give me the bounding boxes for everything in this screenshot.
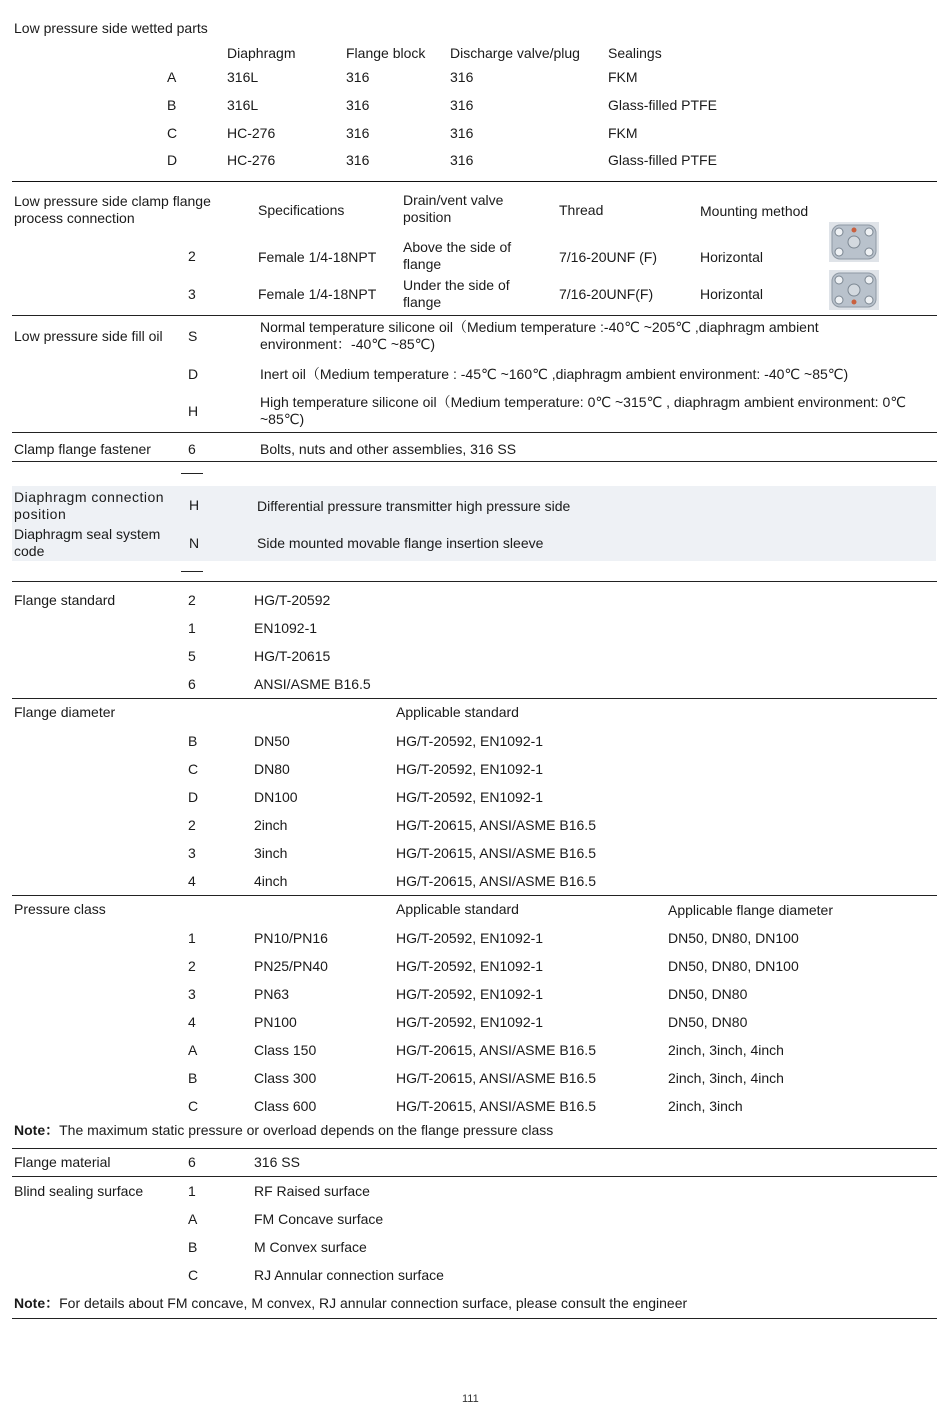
pressure-diameter: DN50, DN80 [668, 986, 748, 1002]
clamp-mount: Horizontal [700, 286, 764, 302]
flange-material-code: 6 [188, 1154, 196, 1170]
section-divider [12, 432, 937, 433]
section-divider [12, 1318, 937, 1319]
section-divider [12, 698, 937, 699]
diameter-standard: HG/T-20615, ANSI/ASME B16.5 [396, 873, 596, 889]
wetted-cell: Glass-filled PTFE [608, 97, 717, 113]
flange-standard-code: 6 [188, 676, 196, 692]
note-label: Note： [14, 1295, 60, 1311]
clamp-connection-title: Low pressure side clamp flange process connection [14, 193, 211, 226]
wetted-parts-title: Low pressure side wetted parts [14, 20, 208, 36]
diameter-standard: HG/T-20592, EN1092-1 [396, 733, 544, 749]
clamp-thread: 7/16-20UNF (F) [559, 249, 658, 265]
diameter-size: DN80 [254, 761, 290, 777]
pressure-standard: HG/T-20615, ANSI/ASME B16.5 [396, 1098, 596, 1114]
diameter-code: D [188, 789, 199, 805]
col-header-flange-block: Flange block [346, 45, 426, 61]
pressure-standard: HG/T-20592, EN1092-1 [396, 958, 544, 974]
wetted-cell: HC-276 [227, 152, 276, 168]
col-header-sealings: Sealings [608, 45, 662, 61]
flange-material-title: Flange material [14, 1154, 111, 1170]
blind-code: B [188, 1239, 198, 1255]
diameter-code: 3 [188, 845, 196, 861]
blind-desc: FM Concave surface [254, 1211, 384, 1227]
section-divider [12, 461, 937, 462]
fill-oil-desc: Normal temperature silicone oil（Medium temperature :-40℃ ~205℃ ,diaphragm ambient environment：-40℃ ~85℃) [260, 319, 819, 352]
flange-standard-title: Flange standard [14, 592, 116, 608]
diameter-size: DN50 [254, 733, 290, 749]
wetted-cell: FKM [608, 125, 638, 141]
section-divider [12, 895, 937, 896]
diameter-size: 3inch [254, 845, 288, 861]
wetted-code: B [167, 97, 177, 113]
flange-material-desc: 316 SS [254, 1154, 300, 1170]
pressure-diameter: 2inch, 3inch [668, 1098, 743, 1114]
wetted-cell: 316 [450, 69, 474, 85]
pressure-diameter: 2inch, 3inch, 4inch [668, 1070, 784, 1086]
col-header-specifications: Specifications [258, 202, 345, 218]
diaphragm-desc: Side mounted movable flange insertion sleeve [257, 535, 544, 551]
pressure-code: B [188, 1070, 198, 1086]
flange-standard-code: 5 [188, 648, 196, 664]
col-header-discharge-valve: Discharge valve/plug [450, 45, 580, 61]
diameter-size: 2inch [254, 817, 288, 833]
fastener-code: 6 [188, 441, 196, 457]
col-header-applicable-standard: Applicable standard [396, 704, 519, 720]
note-text: For details about FM concave, M convex, RJ annular connection surface, please consult the engineer [59, 1295, 688, 1311]
col-header-applicable-standard: Applicable standard [396, 901, 519, 917]
pressure-code: C [188, 1098, 199, 1114]
pressure-code: 1 [188, 930, 196, 946]
wetted-cell: 316 [346, 69, 370, 85]
blind-code: A [188, 1211, 198, 1227]
diaphragm-code: N [189, 535, 200, 551]
fill-oil-desc: Inert oil（Medium temperature : -45℃ ~160℃ ,diaphragm ambient environment: -40℃ ~85℃) [260, 366, 849, 382]
wetted-cell: 316 [346, 125, 370, 141]
blind-code: 1 [188, 1183, 196, 1199]
fill-oil-code: S [188, 328, 198, 344]
col-header-thread: Thread [559, 202, 604, 218]
wetted-cell: 316L [227, 69, 259, 85]
section-divider [12, 315, 937, 316]
pressure-class-value: PN25/PN40 [254, 958, 328, 974]
wetted-code: D [167, 152, 178, 168]
diameter-code: B [188, 733, 198, 749]
blind-desc: M Convex surface [254, 1239, 367, 1255]
diaphragm-desc: Differential pressure transmitter high pressure side [257, 498, 571, 514]
dash-marker [181, 473, 203, 474]
clamp-position: Above the side of flange [403, 239, 512, 272]
pressure-class-value: PN63 [254, 986, 290, 1002]
diaphragm-connection-title: Diaphragm connection position [14, 489, 165, 522]
wetted-code: A [167, 69, 177, 85]
dash-marker [181, 571, 203, 572]
pressure-class-value: PN10/PN16 [254, 930, 328, 946]
fill-oil-title: Low pressure side fill oil [14, 328, 163, 344]
wetted-cell: 316 [346, 152, 370, 168]
clamp-spec: Female 1/4-18NPT [258, 286, 377, 302]
diameter-standard: HG/T-20615, ANSI/ASME B16.5 [396, 845, 596, 861]
wetted-code: C [167, 125, 178, 141]
pressure-diameter: 2inch, 3inch, 4inch [668, 1042, 784, 1058]
pressure-standard: HG/T-20592, EN1092-1 [396, 1014, 544, 1030]
flange-standard-desc: HG/T-20615 [254, 648, 331, 664]
diameter-size: DN100 [254, 789, 298, 805]
pressure-standard: HG/T-20592, EN1092-1 [396, 986, 544, 1002]
diaphragm-seal-title: Diaphragm seal system code [14, 526, 161, 559]
clamp-position: Under the side of flange [403, 277, 510, 310]
pressure-code: 2 [188, 958, 196, 974]
wetted-cell: 316 [450, 97, 474, 113]
blind-desc: RF Raised surface [254, 1183, 370, 1199]
pressure-class-value: Class 150 [254, 1042, 317, 1058]
diameter-standard: HG/T-20592, EN1092-1 [396, 761, 544, 777]
section-divider [12, 1176, 937, 1177]
pressure-standard: HG/T-20615, ANSI/ASME B16.5 [396, 1042, 596, 1058]
pressure-note [14, 1122, 553, 1139]
fill-oil-code: H [188, 403, 199, 419]
flange-diameter-title: Flange diameter [14, 704, 116, 720]
diameter-code: 2 [188, 817, 196, 833]
wetted-cell: 316 [450, 152, 474, 168]
blind-code: C [188, 1267, 199, 1283]
flange-standard-code: 2 [188, 592, 196, 608]
pressure-diameter: DN50, DN80, DN100 [668, 930, 799, 946]
wetted-cell: Glass-filled PTFE [608, 152, 717, 168]
diameter-standard: HG/T-20592, EN1092-1 [396, 789, 544, 805]
note-text: The maximum static pressure or overload depends on the flange pressure class [59, 1122, 554, 1138]
note-label: Note： [14, 1122, 60, 1138]
pressure-diameter: DN50, DN80, DN100 [668, 958, 799, 974]
blind-note [14, 1295, 687, 1312]
clamp-code: 2 [188, 248, 196, 264]
pressure-standard: HG/T-20615, ANSI/ASME B16.5 [396, 1070, 596, 1086]
flange-standard-desc: ANSI/ASME B16.5 [254, 676, 371, 692]
pressure-class-value: Class 600 [254, 1098, 317, 1114]
col-header-valve-position: Drain/vent valve position [403, 192, 504, 225]
diaphragm-code: H [189, 497, 200, 513]
wetted-cell: 316 [450, 125, 474, 141]
pressure-code: 3 [188, 986, 196, 1002]
wetted-cell: FKM [608, 69, 638, 85]
section-divider [12, 181, 937, 182]
clamp-code: 3 [188, 286, 196, 302]
flange-standard-code: 1 [188, 620, 196, 636]
col-header-applicable-diameter: Applicable flange diameter [668, 902, 833, 918]
pressure-class-title: Pressure class [14, 901, 106, 917]
diameter-code: C [188, 761, 199, 777]
clamp-thread: 7/16-20UNF(F) [559, 286, 654, 302]
blind-sealing-title: Blind sealing surface [14, 1183, 144, 1199]
pressure-diameter: DN50, DN80 [668, 1014, 748, 1030]
pressure-class-value: Class 300 [254, 1070, 317, 1086]
flange-standard-desc: EN1092-1 [254, 620, 318, 636]
fastener-title: Clamp flange fastener [14, 441, 151, 457]
fill-oil-code: D [188, 366, 199, 382]
flange-block-under-icon [829, 270, 879, 310]
pressure-standard: HG/T-20592, EN1092-1 [396, 930, 544, 946]
col-header-diaphragm: Diaphragm [227, 45, 296, 61]
diameter-code: 4 [188, 873, 196, 889]
page-number: 111 [462, 1394, 479, 1402]
wetted-cell: 316 [346, 97, 370, 113]
flange-standard-desc: HG/T-20592 [254, 592, 331, 608]
blind-desc: RJ Annular connection surface [254, 1267, 444, 1283]
wetted-cell: HC-276 [227, 125, 276, 141]
wetted-cell: 316L [227, 97, 259, 113]
section-divider [12, 1148, 937, 1149]
diameter-standard: HG/T-20615, ANSI/ASME B16.5 [396, 817, 596, 833]
fastener-desc: Bolts, nuts and other assemblies, 316 SS [260, 441, 517, 457]
flange-block-above-icon [829, 222, 879, 262]
clamp-spec: Female 1/4-18NPT [258, 249, 377, 265]
diameter-size: 4inch [254, 873, 288, 889]
section-divider [12, 581, 937, 582]
pressure-code: 4 [188, 1014, 196, 1030]
col-header-mounting: Mounting method [700, 203, 809, 219]
pressure-class-value: PN100 [254, 1014, 297, 1030]
pressure-code: A [188, 1042, 198, 1058]
fill-oil-desc: High temperature silicone oil（Medium temperature: 0℃ ~315℃ , diaphragm ambient environment: 0℃ ~85℃) [260, 394, 906, 427]
clamp-mount: Horizontal [700, 249, 764, 265]
